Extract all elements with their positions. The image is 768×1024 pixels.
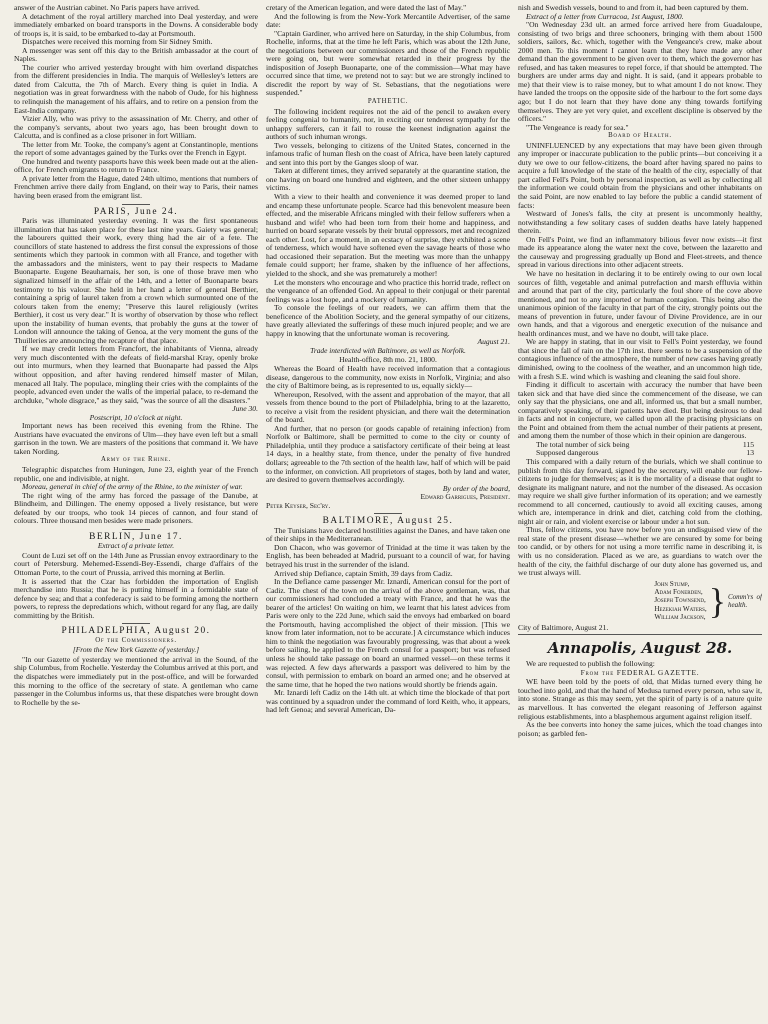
paragraph: WE have been told by the poets of old, that Midas turned every thing he touched into gold, and that the hand of Medusa turned every person, who saw it, into stone. Strange as this may seem, yet the spirit of party is of a nature quite as marvellous. It has converted the elegant reasoning of Jefferson against religious establishments, into a blasphemous argument against religion itself.: [518, 677, 762, 721]
paragraph: A messenger was sent off this day to the British ambassador at the court of Naples.: [14, 45, 258, 64]
section-divider: [122, 204, 150, 205]
city-date-line: City of Baltimore, August 21.: [518, 622, 609, 632]
tally-value: 115: [742, 439, 754, 449]
dateline-june-30: June 30.: [232, 404, 258, 414]
paragraph: Finding it difficult to ascertain with accuracy the number that have been taken sick and that have died since the commencement of the disease, we can only say that the physicians, one and all, informed us, that but a small number, comparatively speaking, of their patients have died. But being desirous to deal in facts and not in conjecture, we called upon all the practising physicians on the Point and obtained from them the actual number of their patients at present, and among them the number of those which in their opinion are dangerous.: [518, 380, 762, 441]
paragraph: Whereupon, Resolved, with the assent and approbation of the mayor, that all vessels from thence bound to the port of Philadelphia, bring to at the lazaretto, to receive a visit from the resident physician, and there wait the determination of the board.: [266, 389, 510, 425]
tally-label: Supposed dangerous: [536, 448, 599, 458]
paragraph: Two vessels, belonging to citizens of the United States, concerned in the infamous trafic of human flesh on the coast of Africa, have been lately captured and sent into this port by the Ganges sloop of war.: [266, 140, 510, 167]
paragraph: "On Wednesday 23d ult. an armed force arrived here from Guadaloupe, consisting of two brigs and three schooners, bringing with them about 1500 soldiers, sailors, &c. which, together with the Vengeance's crew, make about 2000 men. To this moment I cannot learn that they have made any other demand than the government to be given over to them, which the governor has refused, and has taken measures to repel force, if that should be attempted. The burghers are under arms day and night. It is said, (and it appears probable to me) that their view is to raise money, but to what amount I do not know. They have landed the troops on the opposite side of the harbour to the fort some days ago; but I do not learn that they have done any thing towards fortifying themselves. They are yet very quiet, and excellent discipline is observed by the officers.": [518, 20, 762, 124]
signer-list: [654, 580, 706, 622]
signer-name: John Stump,: [654, 579, 690, 588]
paragraph: The Tunisians have declared hostilities against the Danes, and have taken one of their ships in the Mediterranean.: [266, 525, 510, 544]
paragraph: "In our Gazette of yesterday we mentioned the arrival in the Sound, of the ship Columbus, from Rochelle. Yesterday the Columbus arrived at this port, and the dispatches were immediately put in the post-office, and will be forwarded this morning to the office of the secretary of state. A gentleman who came passenger in the Columbus informs us, that these dispatches were brought down to Rochelle by the se-: [14, 654, 258, 707]
paragraph: Vizier Ally, who was privy to the assassination of Mr. Cherry, and other of the company's servants, about two years ago, has been brought down to Calcutta, and is confined as a close prisoner in fort William.: [14, 114, 258, 141]
paragraph: In the Defiance came passenger Mr. Iznardi, American consul for the port of Cadiz. The chest of the town on the arrival of the above gentleman, was, that our commissioners had concluded a treaty with France, and that he was the bearer of the articles! On waiting on him, we learnt that his latest advices from Paris were only to the 22d June, which said the envoys had embarked on board the Portsmouth, having accomplished the object of their mission. [This we know from later information, not to be accurate.] A circumstance which induces him to think the negotiation was favourably progressing, was that about a week before sailing, he applied to the French consul for a passport; but was refused unless he should take passage on board an unarmed vessel—on these terms it was rejected. A few days afterwards a passport was delivered to him by the consul, with permission to embark on board an armed one; and he observed at the same time, that he hoped the two nations would shortly be friends again.: [266, 577, 510, 689]
tally-value: 13: [746, 448, 754, 458]
paragraph: Count de Luzi set off on the 14th June as Prussian envoy extraordinary to the court of Petersburg. Mehemed-Essendi-Bey-Essendi, charge d'affairs of the Ottoman Porte, to the court of Prussia, arrived this morning at Berlin.: [14, 550, 258, 577]
signer-name: William Jackson,: [654, 613, 706, 622]
signer-name: Joseph Townsend,: [654, 596, 706, 605]
paragraph: One hundred and twenty passports have this week been made out at the alien-office, for French emigrants to return to France.: [14, 156, 258, 175]
paragraph: This compared with a daily return of the burials, which we shall continue to publish from this day forward, signed by the secretary, will enable our fellow-citizens to judge for themselves; as it is the mortality of a disease that ought to designate its malignant nature, and not the number of the diseased. As occasion may require we shall give further information of its operation; and we earnestly recommend to all concerned, cautiously to avoid all exciting causes, among which are, intemperance in drink and diet, catching cold from the clothing, night air or rain, and violent exercise or labour under a hot sun.: [518, 456, 762, 526]
column-2: [266, 4, 510, 1024]
section-divider: [374, 513, 402, 514]
paragraph: Taken at different times, they arrived separately at the quarantine station, the one having on board one hundred and eighteen, and the other sixteen unhappy victims.: [266, 166, 510, 193]
subhead-commissioners: Of the Commissioners.: [95, 636, 177, 644]
paragraph: The courier who arrived yesterday brought with him overland dispatches from the different presidencies in India. The marquis of Wellesley's letters are dated from Calcutta, the 7th of March. Every thing is quiet in India. A negotiation was in great forwardness with the nabob of Oude, for his highness to relinquish the management of his affairs, and to retire on a pension from the East-India company.: [14, 62, 258, 115]
signer-role: Comm'rs of health.: [728, 592, 762, 609]
signer-name: Adam Fonerden,: [654, 588, 703, 597]
paragraph: UNINFLUENCED by any expectations that may have been given through any improper or inaccurate publication to the public prints—but conceiving it a duty we owe to our fellow-citizens, the board after having spared no pains to acquire a full knowledge of the state of the health of the city, especially of that part called Fell's Point, both by personal inspection, as well as by collecting all the information we could obtain from the physicians and other inhabitants on the said Point, are now enabled to lay before the public a candid statement of facts:: [518, 140, 762, 210]
paragraph: Important news has been received this evening from the Rhine. The Austrians have evacuated the environs of Ulm—they have even left but a small garrison in the town. We are masters of the positions that command it. We have taken Nording.: [14, 421, 258, 456]
paragraph: A detachment of the royal artillery marched into Deal yesterday, and were immediately embarked on board transports in the Downs. A considerable body of troops is, it is said, to be embarked to-day at Portsmouth.: [14, 11, 258, 38]
subhead-federal-gazette: From the FEDERAL GAZETTE.: [580, 667, 700, 677]
paragraph: "The Vengeance is ready for sea.": [526, 122, 629, 132]
order-line: By order of the board,: [442, 483, 510, 493]
paragraph: Don Chacon, who was governor of Trinidad at the time it was taken by the English, has been beheaded at Madrid, pursuant to a council of war, for having betrayed his trust in the surrender of the island.: [266, 542, 510, 569]
paragraph: Let the monsters who encourage and who practice this horrid trade, reflect on the vengeance of an offended God. An appeal to their conjugal or their parental feelings was a lost hope, and a mockery of humanity.: [266, 277, 510, 304]
section-divider: [122, 623, 150, 624]
paragraph: nish and Swedish vessels, bound to and from it, had been captured by them.: [518, 4, 749, 12]
dateline-philadelphia: PHILADELPHIA, August 20.: [61, 626, 211, 637]
signature-president: Edward Garrigues, President.: [420, 492, 510, 502]
subhead-trade: Trade interdicted with Baltimore, as well as Norfolk.: [310, 345, 466, 355]
signature-secretary: Peter Keyser, Sec'ry.: [266, 500, 331, 510]
paragraph: Telegraphic dispatches from Huningen, June 23, eighth year of the French republic, one and indivisible, at night.: [14, 464, 258, 483]
extract-heading: Extract of a letter from Curracoa, 1st August, 1800.: [526, 11, 684, 21]
paragraph: With a view to their health and convenience it was deemed proper to land and encamp these unfortunate people. Scarce had this benevolent measure been effected, and the miserable Africans mingled with their fellow sufferers when a husband and wife! who had been torn from their home and happiness, and hurried on board separate vessels by their brutal oppressors, met and recognized each other. Lost, for a moment, in an ecstacy of surprise, they exhibited a scene of tenderness, which would have softened even the savage hearts of those who had occasioned their separation. But the meeting was more than the unhappy female could support; her frame, shaken by the influence of her affections, yielded to the shock, and she was prematurely a mother!: [266, 192, 510, 278]
paragraph: And further, that no person (or goods capable of retaining infection) from Norfolk or Baltimore, shall be permitted to come to the city or county of Philadelphia, until they produce a satisfactory certificate of their being at least 14 days, in a healthy state, from thence, under the penalty of five hundred dollars; agreeable to the 7th section of the health law, half of which will be paid to the informer, on conviction. All proprietors of stages, both by land and water, are desired to govern themselves accordingly.: [266, 423, 510, 485]
health-office-date: Health-office, 8th mo. 21, 1800.: [339, 355, 437, 365]
column-3: [518, 4, 762, 1024]
dateline-baltimore: BALTIMORE, August 25.: [322, 516, 454, 527]
paragraph: On Fell's Point, we find an inflammatory bilious fever now exists—it first made its appearance along the water next the cove, between the lazaretto and the causeway and progressing gradually up Bond and Fleet-streets, and thence spread in various directions into other adjacent streets.: [518, 234, 762, 270]
dateline-aug-21: August 21.: [477, 337, 510, 347]
section-divider: [518, 634, 762, 635]
paragraph: We have no hesitation in declaring it to be entirely owing to our own local sources of filth, vegetable and animal putrefaction and marsh effluvia within and around that part of the city, particularly the foul shore of the cove above mentioned, and not to any imported or human contagion. This being also the unanimous opinion of the faculty in that part of the city, strongly points out the means of prevention in future, under favour of Divine Providence, are in our own hands, and that a vigorous and energetic execution of the nuisance and health ordinances must, and we have no doubt, will take place.: [518, 268, 762, 338]
paragraph: A private letter from the Hague, dated 24th ultimo, mentions that numbers of Frenchmen arrive there daily from England, on their way to Paris, their names having been erased from the emigrant list.: [14, 173, 258, 201]
paragraph: The right wing of the army has forced the passage of the Danube, at Blindheim, and Dillingen. The enemy opposed a lively resistance, but were defeated by our troops, who took 14 pieces of cannon, and four stand of colours. Three thousand men besides were made prisoners.: [14, 490, 258, 526]
paragraph: To console the feelings of our readers, we can affirm them that the beneficence of the Abolition Society, and the general sympathy of our citizens, have greatly alleviated the sufferings of these much injured people; and we are happy in knowing that the unfortunate woman is recovering.: [266, 303, 510, 338]
subhead-board-of-health: Board of Health.: [608, 132, 672, 140]
dateline-berlin: BERLIN, June 17.: [89, 531, 183, 542]
signer-name: Hezekiah Waters,: [654, 604, 707, 613]
paragraph: Whereas the Board of Health have received information that a contagious disease, dangerous to the community, now exists in Norfolk, Virginia; and also the city of Baltimore being, as is represented to us, equally sickly—: [266, 363, 510, 391]
brace-glyph: }: [708, 580, 726, 621]
paragraph: answer of the Austrian cabinet. No Paris papers have arrived.: [14, 4, 200, 12]
subhead-pathetic: PATHETIC.: [367, 98, 409, 106]
paragraph: Paris was illuminated yesterday evening. It was the first spontaneous illumination that has taken place for these last nine years. Gaiety was general; the labourers quitted their work, every thing had the air of a fete. The councillors of state hastened to address the first consul the expressions of those sentiments which they partook in common with all France, and together with the ambassadors and the ministers, went to pay their respects to Madame Buonaparte. Eugene Beauharnais, her son, is one of those brave men who signalized himself in the affair of the 14th, and a letter of Buonaparte bears testimony to his valour. She held in her hand a letter of general Berthier, containing a sprig of laurel taken from a crown which surmounted one of the colours taken from the enemy; "Preserve this laurel religiously (writes Berthier), it cost us very dear." It is worthy of observation by those who reflect upon the instability of human events, that probably the guns at the tower of London will announce the taking of Genoa, at the very moment the guns of the Thuilleries are announcing the recapture of that place.: [14, 216, 258, 345]
paragraph: If we may credit letters from Francfort, the inhabitants of Vienna, already very much discontented with the defeats of field-marshal Kray, openly broke out into murmurs, when they learned that Buonaparte had passed the Alps without opposition, and after having rendered himself master of Milan, menaced all Italy. The populace, mingling their cries with the complaints of the people, advanced even under the walls of the imperial palace, to re-demand the archduke, "whole disgrace," as they said, "was the source of all the disasters.": [14, 344, 258, 405]
column-1: [14, 4, 258, 1024]
paragraph: We are happy in stating, that in our visit to Fell's Point yesterday, we found that since the fall of rain on the 17th inst. there seems to be a suspension of the contagious influence of the atmosphere, the number of new cases having greatly diminished, owing to the coolness of the weather, and an uncommon high tide, with a fresh S.E. wind which is washing and cleaning the said foul shore.: [518, 337, 762, 381]
subhead-army-rhine: Army of the Rhine.: [100, 456, 172, 464]
commissioners-signatures: [518, 580, 762, 622]
subhead-extract: Extract of a private letter.: [97, 541, 175, 551]
paragraph: Thus, fellow citizens, you have now before you an undisguised view of the real state of the present disease—whether we are censured by some for being too candid, or by others for not using a more terrific name in describing it, is with us no consideration. Placed as we are, as guardians to watch over the health of the city, the faithful discharge of our duty alone has governed us, and we trust always will.: [518, 525, 762, 578]
paragraph: It is asserted that the Czar has forbidden the importation of English merchandise into Russia; that he is putting himself in a formidable state of defence by sea; and that a confederacy is said to be forming among the northern powers, to repress the depredations which, without regard for any flag, are daily committing by the British.: [14, 576, 258, 620]
dateline-annapolis: Annapolis, August 28.: [547, 639, 733, 658]
source-note: [From the New York Gazette of yesterday.]: [72, 645, 200, 655]
paragraph: The following incident requires not the aid of the pencil to awaken every feeling congenial to humanity, nor, in exciting our tenderest sympathy for the unhappy sufferers, can it fail to rouse the keenest indignation against the authors of such inhuman wrongs.: [266, 106, 510, 142]
paragraph: As the bee converts into honey the same juices, which the toad changes into poison; as garbled fen-: [518, 720, 762, 738]
paragraph: cretary of the American legation, and were dated the last of May.": [266, 4, 467, 12]
tally-label: The total number of sick being: [536, 439, 630, 449]
paragraph: Westward of Jones's falls, the city at present is uncommonly healthy, notwithstanding a few solitary cases of sudden deaths have lately happened therein.: [518, 209, 762, 236]
paragraph: "Captain Gardiner, who arrived here on Saturday, in the ship Columbus, from Rochelle, informs, that at the time he left Paris, which was about the 12th June, the negotiations between our commissioners and those of the French republic were going on, but were somewhat retarded in their progress by the indisposition of Joseph Buonaparte, one of the commission—What may have occurred since that time, we pretend not to say: but we are strongly inclined to discredit the report by way of St. Sebastians, that the negotiations were suspended.": [266, 28, 510, 98]
paragraph: The letter from Mr. Tooke, the company's agent at Constantinople, mentions the report of some advantages gained by the Turks over the French in Egypt.: [14, 139, 258, 158]
dateline-paris: PARIS, June 24.: [93, 206, 179, 217]
paragraph: Arrived ship Defiance, captain Smith, 39 days from Cadiz.: [274, 568, 453, 578]
paragraph: Dispatches were received this morning from Sir Sidney Smith.: [22, 37, 213, 47]
paragraph: And the following is from the New-York Mercantile Advertiser, of the same date:: [266, 11, 510, 30]
paragraph: Moreau, general in chief of the army of the Rhine, to the minister of war.: [22, 482, 243, 492]
section-divider: [122, 529, 150, 530]
postscript-line: Postscript, 10 o'clock at night.: [89, 412, 183, 422]
paragraph: We are requested to publish the following:: [526, 659, 655, 669]
paragraph: Mr. Iznardi left Cadiz on the 14th ult. at which time the blockade of that port was continued by a squadron under the command of lord Keith, who, it appears, had left Genoa; and several American, Da-: [266, 688, 510, 715]
